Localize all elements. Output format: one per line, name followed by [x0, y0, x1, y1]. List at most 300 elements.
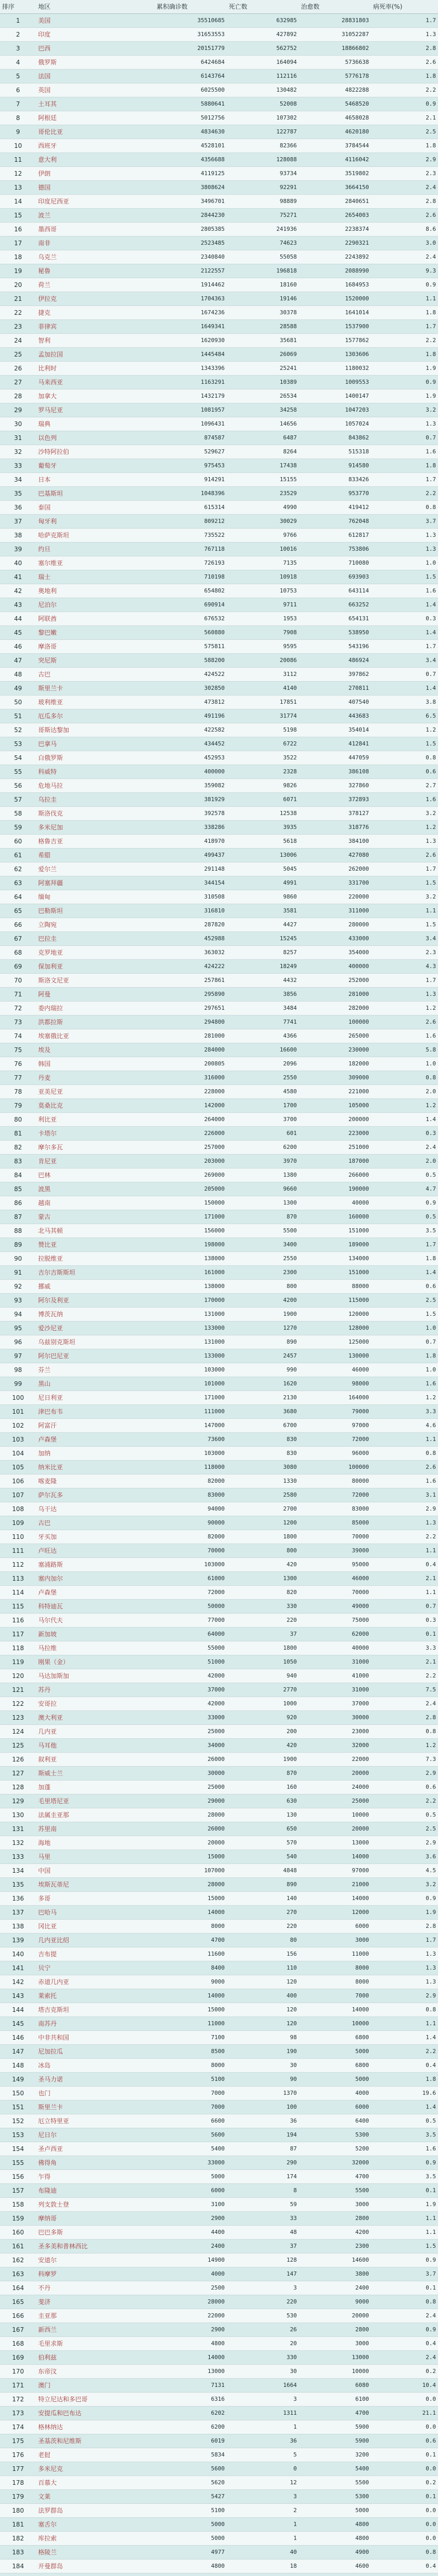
cell-region: 冰岛	[36, 2059, 155, 2073]
cell-fatality-rate: 1.0	[371, 1057, 438, 1071]
table-row	[0, 2476, 438, 2490]
cell-region: 爱尔兰	[36, 862, 155, 876]
cell-region: 圣多美和普林西比	[36, 2240, 155, 2253]
cell-deaths: 6200	[227, 1141, 299, 1155]
cell-deaths: 9595	[227, 640, 299, 654]
cell-confirmed: 15000	[155, 2003, 227, 2017]
cell-recovered: 378127	[299, 807, 371, 821]
cell-deaths: 1953	[227, 612, 299, 626]
cell-region: 乌干达	[36, 1502, 155, 1516]
table-row	[0, 250, 438, 264]
cell-deaths: 530	[227, 2309, 299, 2323]
cell-confirmed: 1343396	[155, 362, 227, 376]
cell-region: 南非	[36, 236, 155, 250]
cell-recovered: 37000	[299, 1697, 371, 1711]
table-row	[0, 2059, 438, 2073]
cell-rank: 104	[0, 1447, 36, 1461]
cell-deaths: 220	[227, 1920, 299, 1934]
cell-recovered: 22000	[299, 1753, 371, 1767]
cell-deaths: 13006	[227, 849, 299, 862]
cell-rank: 156	[0, 2170, 36, 2184]
cell-confirmed: 473812	[155, 696, 227, 709]
cell-confirmed: 654802	[155, 584, 227, 598]
table-row	[0, 918, 438, 932]
cell-rank: 2	[0, 28, 36, 42]
cell-confirmed: 61000	[155, 1572, 227, 1586]
cell-rank: 177	[0, 2462, 36, 2476]
table-row	[0, 2198, 438, 2212]
cell-recovered: 6800	[299, 2059, 371, 2073]
table-body	[0, 14, 438, 2576]
cell-confirmed: 103000	[155, 1558, 227, 1572]
cell-confirmed: 5600	[155, 2128, 227, 2142]
cell-region: 哥斯达黎加	[36, 723, 155, 737]
table-row	[0, 904, 438, 918]
cell-fatality-rate: 2.9	[371, 153, 438, 167]
cell-deaths: 6071	[227, 793, 299, 807]
cell-fatality-rate: 0.3	[371, 1127, 438, 1141]
cell-recovered: 14000	[299, 2003, 371, 2017]
cell-fatality-rate: 2.4	[371, 1697, 438, 1711]
table-row	[0, 1516, 438, 1530]
cell-rank: 101	[0, 1405, 36, 1419]
cell-fatality-rate: 1.9	[371, 362, 438, 376]
cell-region: 法国	[36, 70, 155, 83]
cell-confirmed: 294800	[155, 1015, 227, 1029]
table-row	[0, 960, 438, 974]
cell-recovered: 4116042	[299, 153, 371, 167]
cell-recovered: 251000	[299, 1141, 371, 1155]
cell-confirmed: 422582	[155, 723, 227, 737]
cell-recovered: 6000	[299, 2100, 371, 2114]
cell-region: 黎巴嫩	[36, 626, 155, 640]
cell-deaths: 1000	[227, 1697, 299, 1711]
cell-recovered: 309000	[299, 1071, 371, 1085]
cell-fatality-rate: 0.1	[371, 1628, 438, 1641]
cell-rank: 57	[0, 793, 36, 807]
cell-deaths: 220	[227, 2295, 299, 2309]
cell-confirmed: 28000	[155, 2295, 227, 2309]
table-row	[0, 1850, 438, 1864]
cell-fatality-rate: 0.0	[371, 2518, 438, 2532]
cell-confirmed: 25000	[155, 1725, 227, 1739]
cell-region: 佛得角	[36, 2156, 155, 2170]
cell-rank: 179	[0, 2490, 36, 2504]
cell-recovered: 5300	[299, 2490, 371, 2504]
cell-deaths: 36	[227, 2114, 299, 2128]
table-row	[0, 543, 438, 556]
cell-deaths: 330	[227, 2351, 299, 2365]
header-row	[0, 0, 438, 14]
cell-confirmed: 5000	[155, 2532, 227, 2546]
cell-recovered: 354014	[299, 723, 371, 737]
cell-region: 马里	[36, 1850, 155, 1864]
table-row	[0, 1614, 438, 1628]
cell-deaths: 33	[227, 2212, 299, 2226]
cell-recovered: 914580	[299, 459, 371, 473]
cell-rank: 19	[0, 264, 36, 278]
cell-rank: 105	[0, 1461, 36, 1475]
cell-rank: 111	[0, 1544, 36, 1558]
table-row	[0, 2226, 438, 2240]
cell-rank: 77	[0, 1071, 36, 1085]
cell-deaths: 2700	[227, 1502, 299, 1516]
cell-fatality-rate: 0.8	[371, 751, 438, 765]
cell-confirmed: 14000	[155, 1906, 227, 1920]
cell-region: 奥地利	[36, 584, 155, 598]
cell-deaths: 2580	[227, 1488, 299, 1502]
cell-fatality-rate: 1.2	[371, 821, 438, 835]
table-row	[0, 83, 438, 97]
cell-confirmed: 710198	[155, 570, 227, 584]
table-row	[0, 125, 438, 139]
cell-recovered: 105000	[299, 1099, 371, 1113]
cell-rank: 38	[0, 529, 36, 543]
cell-deaths: 10753	[227, 584, 299, 598]
cell-deaths: 420	[227, 1558, 299, 1572]
cell-rank: 146	[0, 2031, 36, 2045]
cell-region: 利比亚	[36, 1113, 155, 1127]
cell-deaths: 30	[227, 2059, 299, 2073]
cell-fatality-rate: 3.2	[371, 807, 438, 821]
cell-fatality-rate: 21.1	[371, 2406, 438, 2420]
table-row	[0, 835, 438, 849]
table-row	[0, 807, 438, 821]
cell-deaths: 3581	[227, 904, 299, 918]
cell-region: 巴拿马	[36, 737, 155, 751]
cell-fatality-rate: 0.6	[371, 765, 438, 779]
cell-rank: 110	[0, 1530, 36, 1544]
cell-deaths: 2550	[227, 1071, 299, 1085]
cell-recovered: 2840651	[299, 195, 371, 209]
cell-recovered: 25000	[299, 1794, 371, 1808]
cell-recovered: 10000	[299, 1808, 371, 1822]
cell-fatality-rate: 4.6	[371, 1419, 438, 1433]
cell-confirmed: 4834630	[155, 125, 227, 139]
table-row	[0, 1475, 438, 1488]
cell-confirmed: 2900	[155, 2212, 227, 2226]
cell-rank: 39	[0, 543, 36, 556]
header-confirmed: 累积确诊数	[155, 0, 227, 14]
cell-confirmed: 28000	[155, 1808, 227, 1822]
cell-region: 巴哈马	[36, 1906, 155, 1920]
cell-confirmed: 2400	[155, 2240, 227, 2253]
cell-recovered: 4900	[299, 2546, 371, 2560]
cell-recovered: 419412	[299, 501, 371, 515]
cell-rank: 135	[0, 1878, 36, 1892]
cell-confirmed: 1048396	[155, 487, 227, 501]
cell-confirmed: 2805385	[155, 223, 227, 236]
cell-deaths: 9826	[227, 779, 299, 793]
cell-rank: 116	[0, 1614, 36, 1628]
cell-region: 乌兹别克斯坦	[36, 1335, 155, 1349]
cell-fatality-rate: 1.6	[371, 1377, 438, 1391]
cell-confirmed: 767118	[155, 543, 227, 556]
table-row	[0, 1864, 438, 1878]
cell-rank: 100	[0, 1391, 36, 1405]
cell-confirmed: 257861	[155, 974, 227, 988]
cell-confirmed: 5620	[155, 2476, 227, 2490]
cell-region: 刚果（金）	[36, 1655, 155, 1669]
cell-confirmed: 2500	[155, 2281, 227, 2295]
cell-region: 加纳	[36, 1447, 155, 1461]
cell-region: 伯利兹	[36, 2351, 155, 2365]
cell-region: 捷克	[36, 306, 155, 320]
table-row	[0, 946, 438, 960]
cell-fatality-rate: 1.1	[371, 2212, 438, 2226]
cell-confirmed: 133000	[155, 1321, 227, 1335]
cell-confirmed: 82000	[155, 1475, 227, 1488]
table-row	[0, 1113, 438, 1127]
cell-rank: 97	[0, 1349, 36, 1363]
cell-rank: 84	[0, 1168, 36, 1182]
cell-fatality-rate: 2.5	[371, 125, 438, 139]
cell-deaths: 800	[227, 1280, 299, 1294]
cell-region: 泰国	[36, 501, 155, 515]
cell-confirmed: 1096431	[155, 417, 227, 431]
cell-deaths: 4991	[227, 876, 299, 890]
cell-fatality-rate: 0.1	[371, 2490, 438, 2504]
cell-fatality-rate: 1.7	[371, 974, 438, 988]
cell-region: 苏里南	[36, 1822, 155, 1836]
cell-fatality-rate: 0.8	[371, 2546, 438, 2560]
cell-confirmed: 4356688	[155, 153, 227, 167]
table-row	[0, 2420, 438, 2434]
cell-recovered: 3800	[299, 2267, 371, 2281]
cell-fatality-rate: 0.0	[371, 2532, 438, 2546]
cell-region: 加拿大	[36, 389, 155, 403]
table-row	[0, 389, 438, 403]
cell-region: 老挝	[36, 2448, 155, 2462]
cell-deaths: 870	[227, 1767, 299, 1781]
cell-confirmed: 170000	[155, 1294, 227, 1308]
table-row	[0, 2170, 438, 2184]
table-row	[0, 1767, 438, 1781]
cell-deaths: 98889	[227, 195, 299, 209]
cell-deaths: 92291	[227, 181, 299, 195]
cell-region: 圭亚那	[36, 2309, 155, 2323]
cell-region: 荷兰	[36, 278, 155, 292]
cell-region: 阿根廷	[36, 111, 155, 125]
cell-deaths: 93734	[227, 167, 299, 181]
cell-rank: 122	[0, 1697, 36, 1711]
cell-fatality-rate: 1.1	[371, 904, 438, 918]
table-row	[0, 2490, 438, 2504]
cell-fatality-rate: 1.2	[371, 1099, 438, 1113]
cell-rank: 139	[0, 1934, 36, 1947]
cell-region: 摩纳哥	[36, 2212, 155, 2226]
cell-deaths: 55058	[227, 250, 299, 264]
cell-rank: 83	[0, 1155, 36, 1168]
cell-deaths: 18249	[227, 960, 299, 974]
cell-deaths: 15155	[227, 473, 299, 487]
cell-fatality-rate: 0.7	[371, 1600, 438, 1614]
cell-deaths: 59	[227, 2198, 299, 2212]
cell-deaths: 40	[227, 2546, 299, 2560]
cell-deaths: 30	[227, 2365, 299, 2379]
cell-region: 列支敦士登	[36, 2198, 155, 2212]
table-row	[0, 1697, 438, 1711]
cell-fatality-rate: 0.9	[371, 278, 438, 292]
cell-rank: 8	[0, 111, 36, 125]
cell-confirmed: 118000	[155, 1461, 227, 1475]
cell-fatality-rate: 0.4	[371, 2560, 438, 2573]
cell-fatality-rate: 1.5	[371, 2240, 438, 2253]
cell-rank: 5	[0, 70, 36, 83]
cell-confirmed: 138000	[155, 1280, 227, 1294]
cell-deaths: 920	[227, 1711, 299, 1725]
cell-region: 北马其顿	[36, 1224, 155, 1238]
cell-rank: 118	[0, 1641, 36, 1655]
cell-confirmed: 257000	[155, 1141, 227, 1155]
cell-rank: 171	[0, 2379, 36, 2393]
cell-deaths: 19146	[227, 292, 299, 306]
cell-fatality-rate: 1.5	[371, 570, 438, 584]
cell-confirmed: 338286	[155, 821, 227, 835]
cell-rank: 15	[0, 209, 36, 223]
cell-region: 中国	[36, 1864, 155, 1878]
cell-region: 波黑	[36, 1182, 155, 1196]
cell-recovered: 128000	[299, 1321, 371, 1335]
header-rank: 排序	[0, 0, 36, 14]
table-row	[0, 668, 438, 682]
cell-fatality-rate: 0.2	[371, 2365, 438, 2379]
cell-fatality-rate: 1.4	[371, 1266, 438, 1280]
table-row	[0, 1168, 438, 1182]
cell-fatality-rate: 0.7	[371, 668, 438, 682]
cell-fatality-rate: 0.6	[371, 1781, 438, 1794]
cell-confirmed: 529627	[155, 445, 227, 459]
cell-recovered: 433000	[299, 932, 371, 946]
table-row	[0, 1502, 438, 1516]
table-row	[0, 737, 438, 751]
cell-fatality-rate: 1.1	[371, 1544, 438, 1558]
cell-deaths: 26	[227, 2323, 299, 2337]
cell-confirmed: 7131	[155, 2379, 227, 2393]
cell-confirmed: 103000	[155, 1447, 227, 1461]
cell-rank: 71	[0, 988, 36, 1002]
cell-fatality-rate: 0.0	[371, 2420, 438, 2434]
cell-region: 以色列	[36, 431, 155, 445]
cell-recovered: 2654003	[299, 209, 371, 223]
cell-region: 马拉维	[36, 1641, 155, 1655]
cell-rank: 164	[0, 2281, 36, 2295]
cell-rank: 47	[0, 654, 36, 668]
cell-recovered: 39000	[299, 1544, 371, 1558]
cell-rank: 119	[0, 1655, 36, 1669]
cell-recovered: 1520000	[299, 292, 371, 306]
cell-recovered: 3519802	[299, 167, 371, 181]
cell-confirmed: 150000	[155, 1196, 227, 1210]
cell-deaths: 1050	[227, 1655, 299, 1669]
table-row	[0, 821, 438, 835]
cell-confirmed: 6019	[155, 2434, 227, 2448]
cell-deaths: 270	[227, 1906, 299, 1920]
cell-recovered: 407540	[299, 696, 371, 709]
cell-rank: 92	[0, 1280, 36, 1294]
table-row	[0, 1252, 438, 1266]
cell-recovered: 2800	[299, 2323, 371, 2337]
cell-region: 尼加拉瓜	[36, 2045, 155, 2059]
cell-confirmed: 4800	[155, 2560, 227, 2573]
cell-fatality-rate: 0.8	[371, 2295, 438, 2309]
table-row	[0, 1669, 438, 1683]
cell-rank: 14	[0, 195, 36, 209]
cell-confirmed: 55000	[155, 1641, 227, 1655]
cell-fatality-rate: 1.2	[371, 1739, 438, 1753]
cell-rank: 79	[0, 1099, 36, 1113]
cell-recovered: 80000	[299, 1475, 371, 1488]
cell-confirmed: 26000	[155, 1822, 227, 1836]
table-row	[0, 1975, 438, 1989]
cell-recovered: 70000	[299, 1586, 371, 1600]
cell-recovered: 327860	[299, 779, 371, 793]
cell-deaths: 48	[227, 2226, 299, 2240]
table-row	[0, 1725, 438, 1739]
cell-deaths: 940	[227, 1669, 299, 1683]
cell-fatality-rate: 1.7	[371, 862, 438, 876]
cell-region: 克罗地亚	[36, 946, 155, 960]
cell-region: 伊拉克	[36, 292, 155, 306]
cell-confirmed: 29000	[155, 1794, 227, 1808]
cell-confirmed: 424522	[155, 668, 227, 682]
cell-region: 安提瓜和巴布达	[36, 2406, 155, 2420]
cell-fatality-rate: 1.9	[371, 2198, 438, 2212]
cell-confirmed: 5880641	[155, 97, 227, 111]
cell-recovered: 427080	[299, 849, 371, 862]
cell-fatality-rate: 1.4	[371, 1113, 438, 1127]
cell-rank: 29	[0, 403, 36, 417]
cell-rank: 3	[0, 42, 36, 56]
cell-region: 塞内加尔	[36, 1572, 155, 1586]
cell-rank: 121	[0, 1683, 36, 1697]
cell-confirmed: 344154	[155, 876, 227, 890]
cell-deaths: 1	[227, 2518, 299, 2532]
cell-recovered: 32000	[299, 1739, 371, 1753]
cell-fatality-rate: 1.4	[371, 2100, 438, 2114]
cell-rank: 21	[0, 292, 36, 306]
table-row	[0, 1488, 438, 1502]
cell-region: 巴勒斯坦	[36, 904, 155, 918]
cell-rank: 170	[0, 2365, 36, 2379]
cell-region: 斯里兰卡	[36, 682, 155, 696]
table-row	[0, 2087, 438, 2100]
cell-fatality-rate: 0.9	[371, 1892, 438, 1906]
cell-rank: 184	[0, 2560, 36, 2573]
table-row	[0, 682, 438, 696]
cell-confirmed: 1914462	[155, 278, 227, 292]
cell-confirmed: 26000	[155, 1753, 227, 1767]
cell-recovered: 100000	[299, 1015, 371, 1029]
cell-deaths: 1330	[227, 1475, 299, 1488]
cell-recovered: 1684953	[299, 278, 371, 292]
cell-region: 南苏丹	[36, 2017, 155, 2031]
cell-recovered: 4200	[299, 2226, 371, 2240]
cell-confirmed: 7000	[155, 2100, 227, 2114]
cell-recovered: 190000	[299, 1182, 371, 1196]
cell-confirmed: 72000	[155, 1586, 227, 1600]
cell-rank: 41	[0, 570, 36, 584]
cell-fatality-rate: 2.7	[371, 779, 438, 793]
cell-region: 比利时	[36, 362, 155, 376]
cell-rank: 34	[0, 473, 36, 487]
cell-deaths: 3080	[227, 1461, 299, 1475]
cell-deaths: 5198	[227, 723, 299, 737]
cell-rank: 143	[0, 1989, 36, 2003]
cell-rank: 153	[0, 2128, 36, 2142]
header-deaths: 死亡数	[227, 0, 299, 14]
cell-fatality-rate: 2.8	[371, 42, 438, 56]
